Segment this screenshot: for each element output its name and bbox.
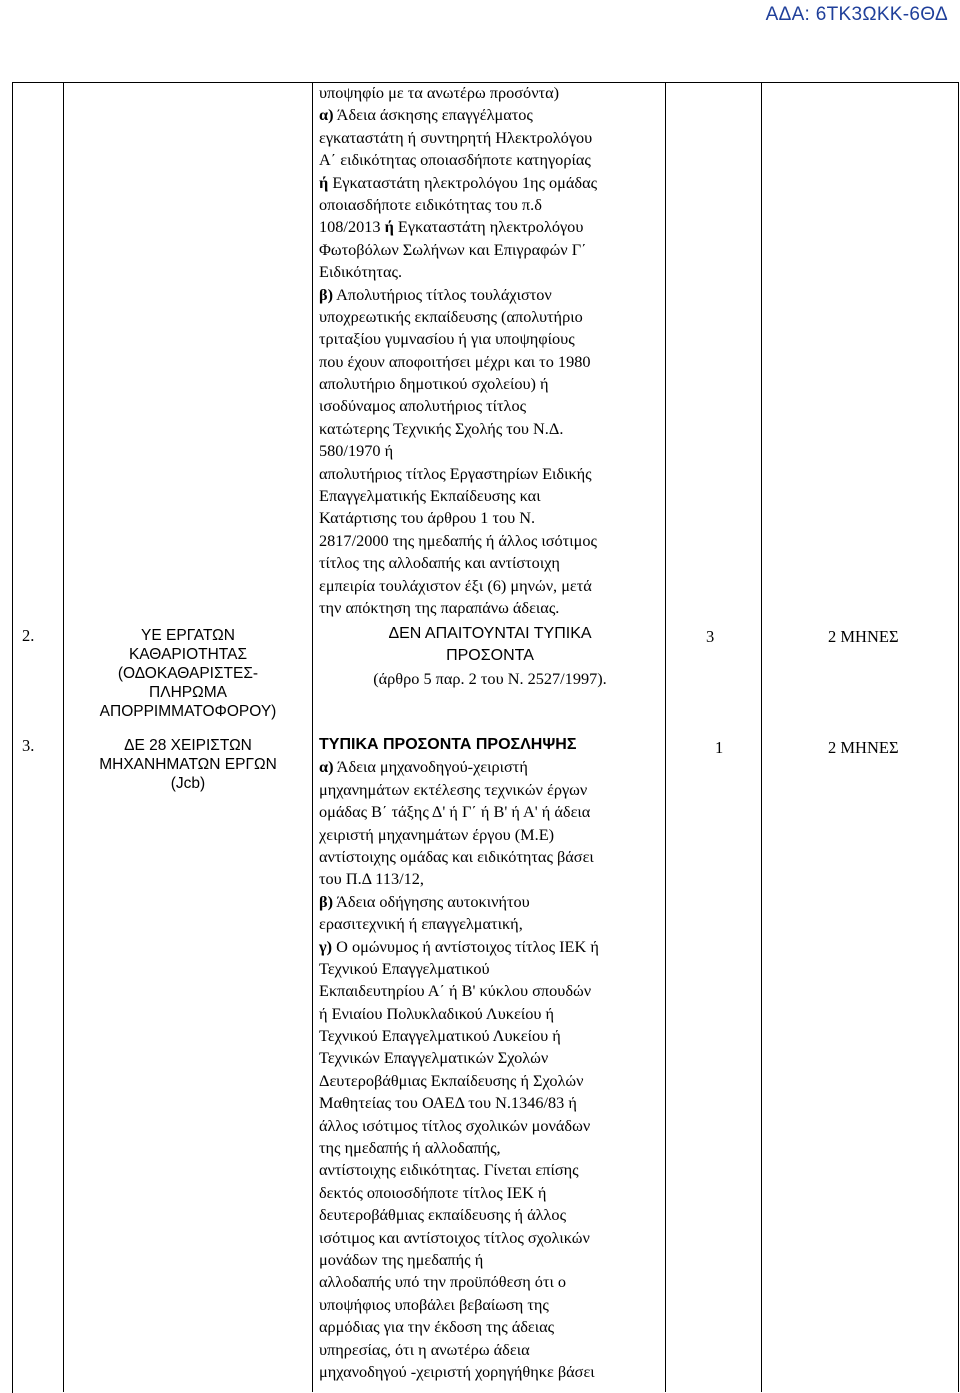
column-divider: [761, 82, 762, 1392]
position-count: 3: [706, 627, 715, 646]
hiring-qualifications: ΤΥΠΙΚΑ ΠΡΟΣΟΝΤΑ ΠΡΟΣΛΗΨΗΣ α) Άδεια μηχανοδηγού-χειριστή μηχανημάτων εκτέλεσης τεχνικών έργων ομάδας Β΄ τάξης Δ' ή Γ΄ ή Β' ή Α' ή άδεια χειριστή μηχανημάτων έργου (Μ.Ε) αντίστοιχης ομάδας και ειδικότητας βάσει του Π.Δ 113/12, β) Άδεια οδήγησης αυτοκινήτου ερασιτεχνική ή επαγγελματική, γ) Ο ομώνυμος ή αντίστοιχος τίτλος ΙΕΚ ή Τεχνικού Επαγγελματικού Εκπαιδευτηρίου Α΄ ή Β' κύκλου σπουδών ή Ενιαίου Πολυκλαδικού Λυκείου ή Τεχνικού Επαγγελματικού Λυκείου ή Τεχνικών Επαγγελματικών Σχολών Δευτεροβάθμιας Εκπαίδευσης ή Σχολών Μαθητείας του ΟΑΕΔ του Ν.1346/83 ή άλλος ισότιμος τίτλος σχολικών μονάδων της ημεδαπής ή αλλοδαπής, αντίστοιχης ειδικότητας. Γίνεται επίσης δεκτός οποιοσδήποτε τίτλος ΙΕΚ ή δευτεροβάθμιας εκπαίδευσης ή άλλος ισότιμος και αντίστοιχος τίτλος σχολικών μονάδων της ημεδαπής ή αλλοδαπής υπό την προϋπόθεση ότι ο υποψήφιος υποβάλει βεβαίωση της αρμόδιας για την έκδοση της άδειας υπηρεσίας, ότι η ανωτέρω άδεια μηχανοδηγού -χειριστή χορηγήθηκε βάσει: [319, 736, 599, 1381]
contract-duration: 2 ΜΗΝΕΣ: [828, 738, 899, 757]
specialty-name: ΔΕ 28 ΧΕΙΡΙΣΤΩΝ ΜΗΧΑΝΗΜΑΤΩΝ ΕΡΓΩΝ (Jcb): [99, 737, 277, 792]
ada-document-code: ΑΔΑ: 6ΤΚ3ΩΚΚ-6ΘΔ: [765, 4, 948, 25]
column-divider: [665, 82, 666, 1392]
contract-duration: 2 ΜΗΝΕΣ: [828, 627, 899, 646]
row-number: 3.: [22, 736, 35, 755]
qualifications-text: υποψηφίο με τα ανωτέρω προσόντα) α) Άδεια άσκησης επαγγέλματος εγκαταστάτη ή συντηρητή Ηλεκτρολόγου Α΄ ειδικότητας οποιασδήποτε κατηγορίας ή Εγκαταστάτη ηλεκτρολόγου 1ης ομάδας οποιασδήποτε ειδικότητας του π.δ 108/2013 ή Εγκαταστάτη ηλεκτρολόγου Φωτοβόλων Σωλήνων και Επιγραφών Γ΄ Ειδικότητας. β) Απολυτήριος τίτλος τουλάχιστον υποχρεωτικής εκπαίδευσης (απολυτήριο τριταξίου γυμνασίου ή για υποψηφίους που έχουν αποφοιτήσει μέχρι και το 1980 απολυτήριο δημοτικού σχολείου) ή ισοδύναμος απολυτήριος τίτλος κατώτερης Τεχνικής Σχολής του Ν.Δ. 580/1970 ή απολυτήριος τίτλος Εργαστηρίων Ειδικής Επαγγελματικής Εκπαίδευσης και Κατάρτισης του άρθρου 1 του Ν. 2817/2000 της ημεδαπής ή άλλος ισότιμος τίτλος της αλλοδαπής και αντίστοιχη εμπειρία τουλάχιστον έξι (6) μηνών, μετά την απόκτηση της παραπάνω άδειας.: [319, 83, 598, 617]
specialty-name: ΥΕ ΕΡΓΑΤΩΝ ΚΑΘΑΡΙΟΤΗΤΑΣ (ΟΔΟΚΑΘΑΡΙΣΤΕΣ- ΠΛΗΡΩΜΑ ΑΠΟΡΡΙΜΜΑΤΟΦΟΡΟΥ): [99, 627, 277, 720]
column-divider: [958, 82, 959, 1392]
row-number: 2.: [22, 626, 35, 645]
column-divider: [312, 82, 313, 1392]
position-count: 1: [715, 738, 724, 757]
no-formal-requirements: ΔΕΝ ΑΠΑΙΤΟΥΝΤΑΙ ΤΥΠΙΚΑ ΠΡΟΣΟΝΤΑ (άρθρο 5 παρ. 2 του Ν. 2527/1997).: [373, 625, 607, 688]
